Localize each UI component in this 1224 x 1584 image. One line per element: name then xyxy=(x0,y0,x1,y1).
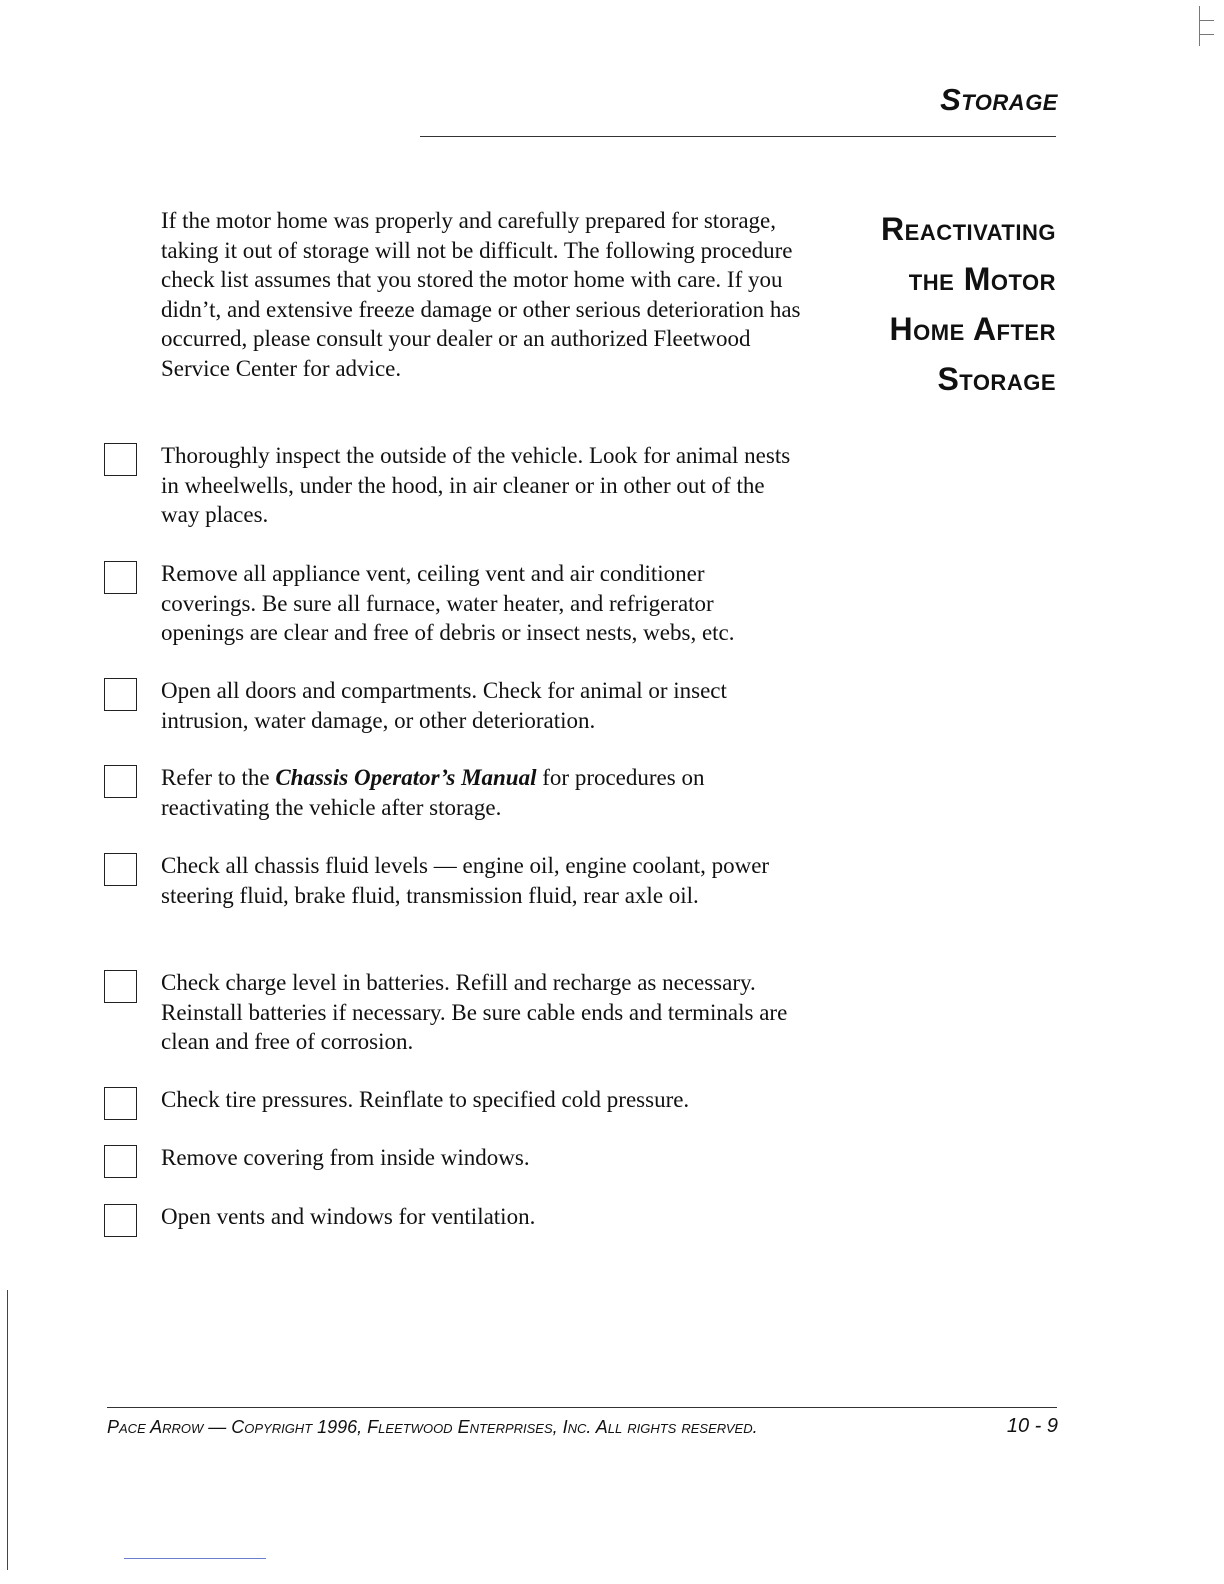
footer-rule xyxy=(107,1407,1057,1408)
footer-copyright: Pace Arrow — Copyright 1996, Fleetwood Enterprises, Inc. All rights reserved. xyxy=(107,1417,758,1437)
checklist-item-text: Check tire pressures. Reinflate to specified cold pressure. xyxy=(161,1087,690,1112)
section-heading xyxy=(776,204,1056,404)
scan-mark-bottom xyxy=(124,1558,266,1559)
checkbox[interactable] xyxy=(104,1145,137,1178)
scan-margin-line xyxy=(7,1290,8,1570)
section-heading-line: the Motor xyxy=(908,261,1056,297)
checkbox[interactable] xyxy=(104,853,137,886)
checklist-item-text: Check all chassis fluid levels — engine oil, engine coolant, power steering fluid, brake fluid, transmission fluid, rear axle oil. xyxy=(161,853,770,908)
checkbox[interactable] xyxy=(104,1087,137,1120)
header-rule xyxy=(420,136,1056,137)
checklist-item-text: Check charge level in batteries. Refill and recharge as necessary. Reinstall batteries if necessary. Be sure cable ends and terminals are clean and free of corrosion. xyxy=(161,970,788,1054)
page-number: 10 - 9 xyxy=(1006,1415,1058,1437)
checklist-text-after: for procedures on reactivating the vehicle after storage. xyxy=(161,765,705,820)
checklist-item-text: Open all doors and compartments. Check for animal or insect intrusion, water damage, or other deterioration. xyxy=(161,678,727,733)
header-section-title: Storage xyxy=(940,82,1058,117)
checklist-item-text: Remove all appliance vent, ceiling vent and air conditioner coverings. Be sure all furnace, water heater, and refrigerator openings are clear and free of debris or insect nests, webs, etc. xyxy=(161,561,735,645)
checklist-item-text: Remove covering from inside windows. xyxy=(161,1145,530,1170)
section-heading-line: Home After xyxy=(889,311,1056,347)
section-heading-line: Storage xyxy=(937,361,1056,397)
checkbox[interactable] xyxy=(104,765,137,798)
checkbox[interactable] xyxy=(104,561,137,594)
section-heading-line: Reactivating xyxy=(881,211,1056,247)
chassis-manual-title: Chassis Operator’s Manual xyxy=(275,765,537,790)
checklist-item-text: Open vents and windows for ventilation. xyxy=(161,1204,536,1229)
checkbox[interactable] xyxy=(104,443,137,476)
checkbox[interactable] xyxy=(104,678,137,711)
checklist-item-text xyxy=(161,763,801,822)
checklist-item-text: Thoroughly inspect the outside of the vehicle. Look for animal nests in wheelwells, under the hood, in air cleaner or in other out of the way places. xyxy=(161,443,791,527)
scan-mark-top-right xyxy=(1199,6,1220,46)
intro-paragraph: If the motor home was properly and carefully prepared for storage, taking it out of storage will not be difficult. The following procedure check list assumes that you stored the motor home with care. If you didn’t, and extensive freeze damage or other serious deterioration has occurred, please consult your dealer or an authorized Fleetwood Service Center for advice. xyxy=(161,208,801,381)
checklist-text-before: Refer to the xyxy=(161,765,276,790)
checkbox[interactable] xyxy=(104,1204,137,1237)
checkbox[interactable] xyxy=(104,970,137,1003)
